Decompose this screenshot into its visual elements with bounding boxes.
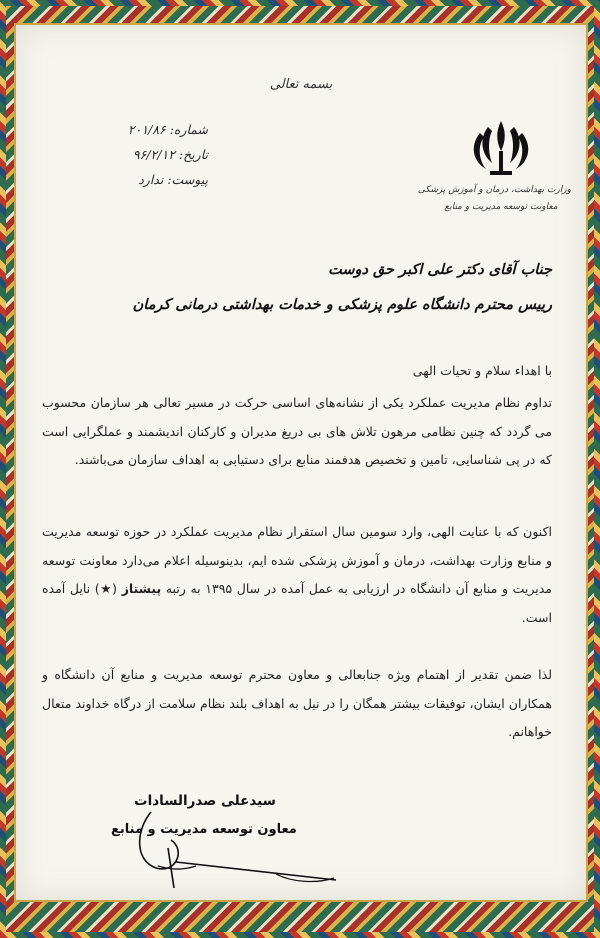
- attachment-value: ندارد: [138, 172, 164, 187]
- greeting: با اهداء سلام و تحیات الهی: [412, 363, 552, 378]
- paragraph-2-start: اکنون که با عنایت الهی، وارد سومین سال استقرار نظام مدیریت عملکرد در حوزه توسعه مدیریت و منابع وزارت بهداشت، درمان و آموزش پزشکی شده ایم، بدینوسیله اعلام می‌دارد معاونت توسعه مدیریت و منابع آن دانشگاه در ارزیابی به عمل آمده در سال ۱۳۹۵ به رتبه: [42, 524, 553, 596]
- date-label: تاریخ:: [178, 147, 208, 162]
- paragraph-3: لذا ضمن تقدیر از اهتمام ویژه جنابعالی و معاون محترم توسعه مدیریت و منابع آن دانشگاه و همکاران ایشان، توفیقات بیشتر همگان را در نیل به اهداف بلند نظام سلامت از درگاه خداوند متعال خواهانم.: [42, 667, 552, 739]
- addressee-title: رییس محترم دانشگاه علوم پزشکی و خدمات بهداشتی درمانی کرمان: [132, 296, 552, 313]
- letter-meta: [78, 117, 208, 192]
- department-name: معاونت توسعه مدیریت و منابع: [444, 202, 558, 212]
- ministry-emblem: [417, 117, 571, 227]
- number-value: ۲۰۱/۸۶: [127, 122, 166, 137]
- number-label: شماره:: [169, 122, 208, 137]
- paragraph-2-end: (★) نایل آمده است.: [42, 581, 552, 625]
- date-value: ۹۶/۲/۱۲: [132, 147, 175, 162]
- ministry-name: وزارت بهداشت، درمان و آموزش پزشکی: [417, 185, 571, 195]
- signatory-title: معاون توسعه مدیریت و منابع: [111, 822, 297, 837]
- signatory-name: سیدعلی صدرالسادات: [134, 793, 276, 809]
- letter-number-row: [78, 117, 208, 142]
- letter-date-row: [78, 142, 208, 167]
- rank-label: پیشتاز: [121, 581, 162, 596]
- iran-emblem-icon: [466, 117, 536, 179]
- signature-block: [76, 790, 336, 910]
- letter-page: [14, 23, 588, 902]
- paragraph-2: [42, 518, 552, 632]
- paragraph-1: تداوم نظام مدیریت عملکرد یکی از نشانه‌های اساسی حرکت در مسیر تعالی هر سازمان محسوب می گردد که چنین نظامی مرهون تلاش های بی دریغ مدیران و کارکنان اندیشمند و عملگرایی است که در پی شناسایی، تامین و تخصیص هدفمند منابع برای دستیابی به اهداف سازمان می‌باشند.: [42, 395, 552, 467]
- attachment-label: پیوست:: [167, 172, 208, 187]
- letter-attachment-row: [78, 167, 208, 192]
- invocation-heading: بسمه تعالی: [269, 77, 333, 92]
- addressee-name: جناب آقای دکتر علی اکبر حق دوست: [328, 261, 552, 278]
